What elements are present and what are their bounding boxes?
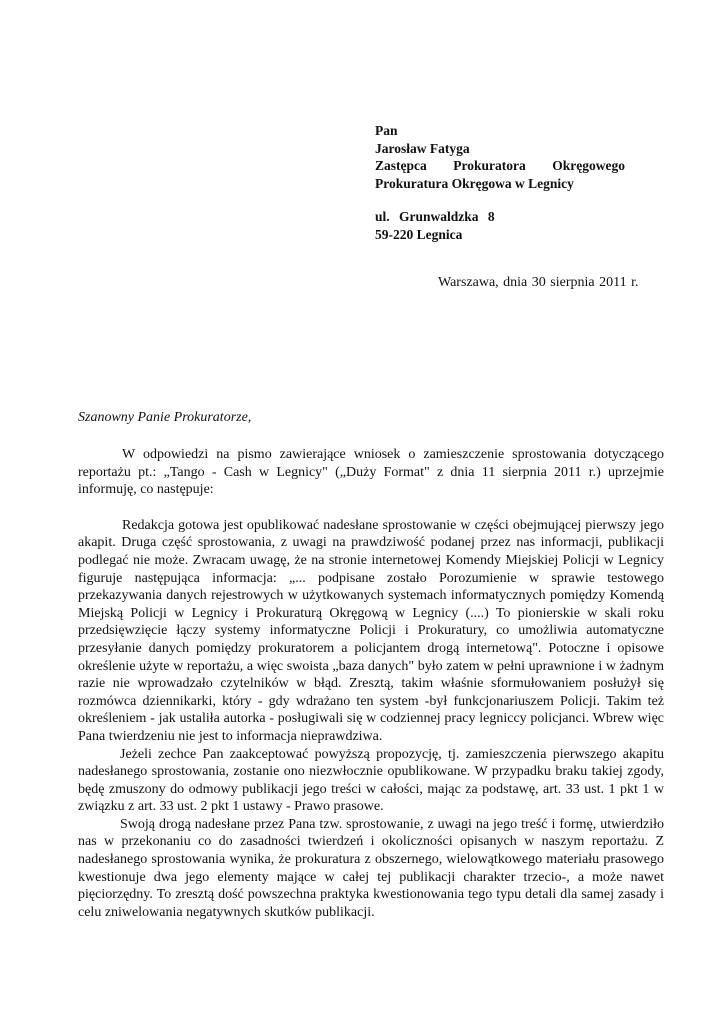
body-paragraph: Redakcja gotowa jest opublikować nadesłane sprostowanie w części obejmującej pierwszy jego akapit. Druga część sprostowania, z uwagi na prawdziwość podanej przez nas informacji, publikacji podlegać nie może. Zwracam uwagę, że na stronie internetowej Komendy Miejskiej Policji w Legnicy figuruje następująca informacja: „... podpisane zostało Porozumienie w sprawie testowego przekazywania danych rejestrowych w użytkowanych systemach informatycznych pomiędzy Komendą Miejską Policji w Legnicy i Prokuraturą Okręgową w Legnicy (....) To pionierskie w skali roku przedsięwzięcie łączy systemy informatyczne Policji i Prokuratury, co umożliwia automatyczne przesyłanie danych pomiędzy prokuratorem a policjantem drogą internetową". Potoczne i opisowe określenie użyte w reportażu, a więc swoista „baza danych" było zatem w pełni uprawnione i w żadnym razie nie wprowadzało czytelników w błąd. Zresztą, takim właśnie sformułowaniem posłużył się rozmówca dziennikarki, który - gdy wdrażano ten system -był funkcjonariuszem Policji. Takim też określeniem - jak ustaliła autorka - posługiwali się w codziennej pracy legniccy policjanci. Wbrew więc Pana twierdzeniu nie jest to informacja nieprawdziwa. bbox=[78, 517, 664, 744]
addressee-position-word: Zastępca bbox=[375, 158, 427, 173]
addressee-position-word: Okręgowego bbox=[552, 158, 625, 173]
body-paragraph: Swoją drogą nadesłane przez Pana tzw. sprostowanie, z uwagi na jego treść i formę, utwierdziło nas w przekonaniu co do zasadności twierdzeń i okoliczności opisanych w naszym reportażu. Z nadesłanego sprostowania wynika, że prokuratura z obszernego, wielowątkowego materiału prasowego kwestionuje dwa jego elementy mające w całej tej publikacji charakter trzecio-, a może nawet pięciorzędny. To zresztą dość powszechna praktyka kwestionowania tego typu detali dla samej zasady i celu zniwelowania negatywnych skutków publikacji. bbox=[78, 816, 664, 920]
body-paragraph: W odpowiedzi na pismo zawierające wniosek o zamieszczenie sprostowania dotyczącego reportażu pt.: „Tango - Cash w Legnicy" („Duży Format" z dnia 11 sierpnia 2011 r.) uprzejmie informuję, co następuje: bbox=[78, 447, 664, 498]
addressee-street: ul. Grunwaldzka 8 bbox=[375, 209, 495, 224]
addressee-position bbox=[375, 157, 625, 175]
address-spacer bbox=[375, 192, 665, 208]
letter-body bbox=[78, 446, 664, 921]
addressee-position-word: Prokuratora bbox=[453, 158, 526, 173]
addressee-city: 59-220 Legnica bbox=[375, 226, 463, 242]
body-paragraph: Jeżeli zechce Pan zaakceptować powyższą propozycję, tj. zamieszczenia pierwszego akapitu nadesłanego sprostowania, zostanie ono niezwłocznie opublikowane. W przypadku braku takiej zgody, będę zmuszony do odmowy publikacji jego treści w całości, mając za podstawę, art. 33 ust. 1 pkt 1 w związku z art. 33 ust. 2 pkt 1 ustawy - Prawo prasowe. bbox=[78, 746, 664, 815]
date-line: Warszawa, dnia 30 sierpnia 2011 r. bbox=[438, 275, 639, 290]
salutation: Szanowny Panie Prokuratorze, bbox=[78, 410, 252, 425]
addressee-block bbox=[375, 122, 665, 243]
addressee-name: Jarosław Fatyga bbox=[375, 140, 470, 156]
addressee-office: Prokuratura Okręgowa w Legnicy bbox=[375, 175, 574, 191]
addressee-title: Pan bbox=[375, 123, 398, 138]
